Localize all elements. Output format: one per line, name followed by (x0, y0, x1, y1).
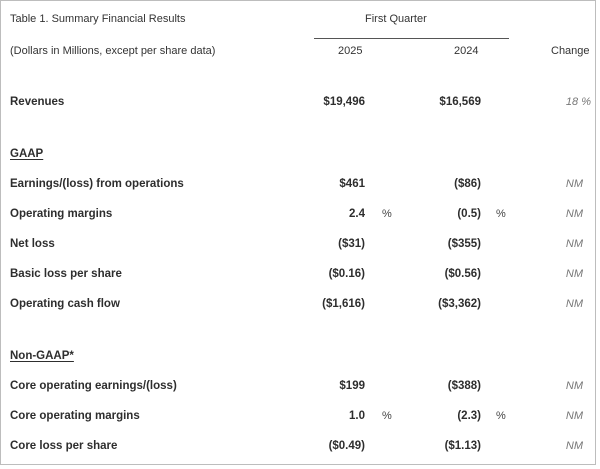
change-value: NM (565, 178, 583, 190)
percent-sign-2024: % (496, 410, 506, 422)
section-header-gaap: GAAP (10, 148, 44, 160)
percent-sign-2025: % (382, 208, 392, 220)
value-2024: ($388) (447, 380, 481, 392)
value-2025: $199 (339, 380, 365, 392)
section-header-non-gaap: Non-GAAP* (10, 350, 74, 362)
table-subtitle: (Dollars in Millions, except per share data) (10, 45, 216, 57)
change-value: NM (565, 268, 583, 280)
change-value: NM (565, 440, 583, 452)
value-2024: (2.3) (457, 410, 481, 422)
revenues-2025: $19,496 (323, 96, 365, 108)
row-label: Net loss (10, 238, 55, 250)
value-2025: 1.0 (349, 410, 365, 422)
value-2025: ($1,616) (322, 298, 365, 310)
row-label: Operating margins (10, 208, 113, 220)
row-label: Operating cash flow (10, 298, 120, 310)
revenues-change: 18 % (565, 96, 591, 108)
percent-sign-2024: % (496, 208, 506, 220)
row-label: Core loss per share (10, 440, 118, 452)
percent-sign-2025: % (382, 410, 392, 422)
value-2024: ($355) (447, 238, 481, 250)
period-underline (314, 38, 509, 39)
value-2025: 2.4 (349, 208, 365, 220)
row-label: Earnings/(loss) from operations (10, 178, 184, 190)
row-label: Core operating margins (10, 410, 140, 422)
row-label-revenues: Revenues (10, 96, 65, 108)
column-header-2024: 2024 (454, 45, 479, 57)
change-value: NM (565, 208, 583, 220)
table-title: Table 1. Summary Financial Results (10, 13, 186, 25)
value-2024: ($3,362) (438, 298, 481, 310)
value-2024: (0.5) (457, 208, 481, 220)
value-2024: ($0.56) (444, 268, 481, 280)
column-header-change: Change (551, 45, 590, 57)
change-value: NM (565, 298, 583, 310)
change-value: NM (565, 410, 583, 422)
row-label: Basic loss per share (10, 268, 122, 280)
change-value: NM (565, 238, 583, 250)
value-2025: ($0.16) (328, 268, 365, 280)
value-2025: ($0.49) (328, 440, 365, 452)
row-label: Core operating earnings/(loss) (10, 380, 177, 392)
value-2025: $461 (339, 178, 365, 190)
revenues-2024: $16,569 (439, 96, 481, 108)
value-2024: ($86) (454, 178, 481, 190)
column-header-2025: 2025 (338, 45, 363, 57)
period-header: First Quarter (365, 13, 427, 25)
value-2025: ($31) (338, 238, 365, 250)
value-2024: ($1.13) (444, 440, 481, 452)
change-value: NM (565, 380, 583, 392)
